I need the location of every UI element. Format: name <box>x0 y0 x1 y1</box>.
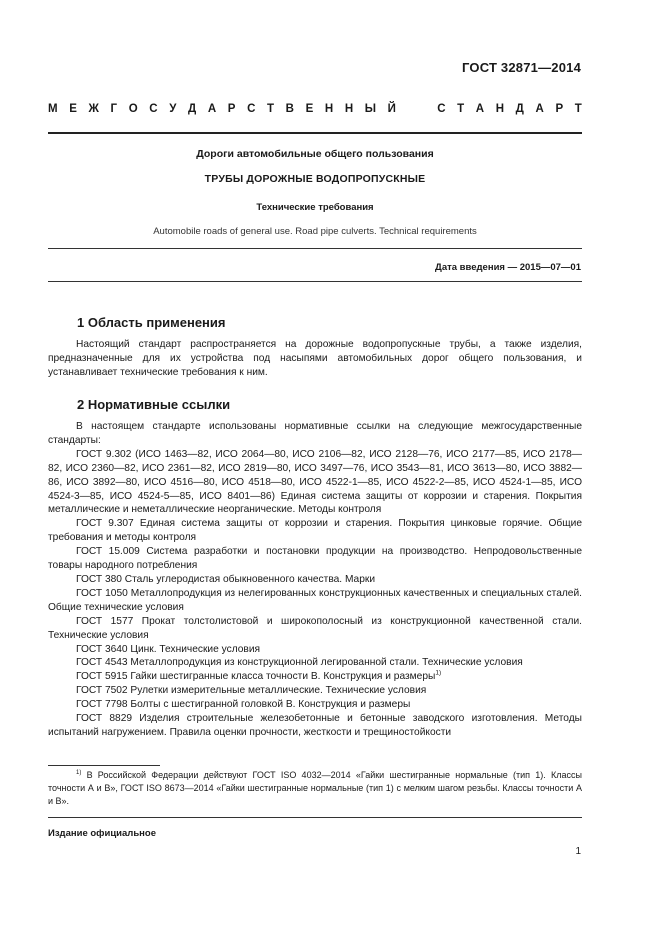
document-title: ТРУБЫ ДОРОЖНЫЕ ВОДОПРОПУСКНЫЕ <box>204 173 426 185</box>
banner-letter: Н <box>344 103 354 115</box>
banner-letter: Р <box>555 103 564 115</box>
reference-item: ГОСТ 4543 Металлопродукция из конструкционной легированной стали. Технические условия <box>76 657 523 669</box>
banner-letter: Г <box>110 103 118 115</box>
footnote-paragraph <box>48 769 582 808</box>
introduction-date: Дата введения — 2015—07—01 <box>435 262 581 273</box>
date-divider <box>48 281 582 282</box>
footnote <box>48 769 582 808</box>
reference-item: ГОСТ 380 Сталь углеродистая обыкновенного качества. Марки <box>76 573 376 585</box>
section-1-paragraph: Настоящий стандарт распространяется на дорожные водопропускные трубы, а также изделия, предназначенные для их устройства под насыпями автомобильных дорог общего пользования, и устанавливает технические требования к ним. <box>48 339 582 378</box>
english-title: Automobile roads of general use. Road pipe culverts. Technical requirements <box>153 226 477 237</box>
banner-letter: Е <box>69 103 77 115</box>
interstate-standard-banner <box>48 103 582 115</box>
banner-letter: Ы <box>364 103 377 115</box>
footnote-marker: 1) <box>76 770 82 776</box>
banner-letter: Ж <box>88 103 99 115</box>
reference-item: ГОСТ 7502 Рулетки измерительные металлические. Технические условия <box>76 685 427 697</box>
reference-item: ГОСТ 9.302 (ИСО 1463—82, ИСО 2064—80, ИСО 2106—82, ИСО 2128—76, ИСО 2177—85, ИСО 2178—82, ИСО 2360—82, ИСО 2361—82, ИСО 2819—80, ИСО 3497—76, ИСО 3543—81, ИСО 3613—80, ИСО 3882—86, ИСО 3892—80, ИСО 4516—80, ИСО 4518—80, ИСО 4522-1—85, ИСО 4522-2—85, ИСО 4524-1—85, ИСО 4524-3—85, ИСО 4524-5—85, ИСО 8401—86) Единая система защиты от коррозии и старения. Покрытия металлические и неметаллические неорганические. Методы контроля <box>48 448 582 516</box>
reference-item: ГОСТ 8829 Изделия строительные железобетонные и бетонные заводского изготовления. Методы испытаний нагружением. Правила оценки прочности, жесткости и трещиностойкости <box>48 713 582 738</box>
reference-item: ГОСТ 15.009 Система разработки и постановки продукции на производство. Непродовольственные товары народного потребления <box>48 546 582 572</box>
banner-letter: С <box>247 103 256 115</box>
banner-divider <box>48 132 582 134</box>
banner-letter: А <box>535 103 544 115</box>
title-divider <box>48 248 582 249</box>
reference-item-with-footnote <box>48 670 582 684</box>
document-code: ГОСТ 32871—2014 <box>462 60 581 75</box>
reference-item: ГОСТ 7798 Болты с шестигранной головкой В. Конструкция и размеры <box>76 699 411 711</box>
banner-letter: Р <box>227 103 236 115</box>
banner-letter: О <box>128 103 138 115</box>
section-2-body <box>48 420 582 740</box>
reference-item: ГОСТ 1050 Металлопродукция из нелегированных конструкционных качественных и специальных сталей. Общие технические условия <box>48 587 582 613</box>
section-2-heading: 2 Нормативные ссылки <box>77 397 231 412</box>
document-subtitle: Технические требования <box>256 202 374 213</box>
official-edition-label: Издание официальное <box>48 828 156 839</box>
banner-letter: М <box>48 103 58 115</box>
banner-letter: А <box>207 103 217 115</box>
banner-letter: Д <box>515 103 524 115</box>
banner-letter: Й <box>387 103 396 115</box>
section-2-intro: В настоящем стандарте использованы нормативные ссылки на следующие межгосударственные стандарты: <box>48 421 582 446</box>
page-number: 1 <box>575 846 581 857</box>
banner-letter: Н <box>324 103 334 115</box>
banner-letter: С <box>437 103 446 115</box>
reference-item: ГОСТ 9.307 Единая система защиты от коррозии и старения. Покрытия цинковые горячие. Общие требования и методы контроля <box>48 518 582 544</box>
banner-letter: С <box>149 103 158 115</box>
banner-letter: Н <box>495 103 505 115</box>
banner-gap <box>408 103 411 115</box>
banner-letter: Е <box>305 103 314 115</box>
section-1-body <box>48 338 582 380</box>
banner-letter: Д <box>188 103 197 115</box>
banner-letter: Т <box>457 103 465 115</box>
reference-item: ГОСТ 3640 Цинк. Технические условия <box>76 643 261 655</box>
banner-letter: А <box>475 103 485 115</box>
reference-item-text: ГОСТ 5915 Гайки шестигранные класса точности В. Конструкция и размеры <box>76 671 436 683</box>
footer-divider <box>48 817 582 818</box>
reference-item: ГОСТ 1577 Прокат толстолистовой и широкополосный из конструкционной качественной стали. Технические условия <box>48 615 582 641</box>
banner-letter: Т <box>574 103 582 115</box>
footnote-reference[interactable]: 1) <box>435 669 442 677</box>
banner-letter: Т <box>267 103 275 115</box>
footnote-divider <box>48 765 160 766</box>
footnote-text: В Российской Федерации действуют ГОСТ ISO 4032—2014 «Гайки шестигранные нормальные (тип 1). Классы точности А и В», ГОСТ ISO 8673—2014 «Гайки шестигранные нормальные (тип 1) с мелким шагом резьбы. Классы точности А и В». <box>48 770 582 806</box>
document-subject: Дороги автомобильные общего пользования <box>196 148 434 160</box>
banner-letter: У <box>169 103 177 115</box>
section-1-heading: 1 Область применения <box>77 315 226 330</box>
banner-gap <box>422 103 425 115</box>
banner-letter: В <box>285 103 294 115</box>
